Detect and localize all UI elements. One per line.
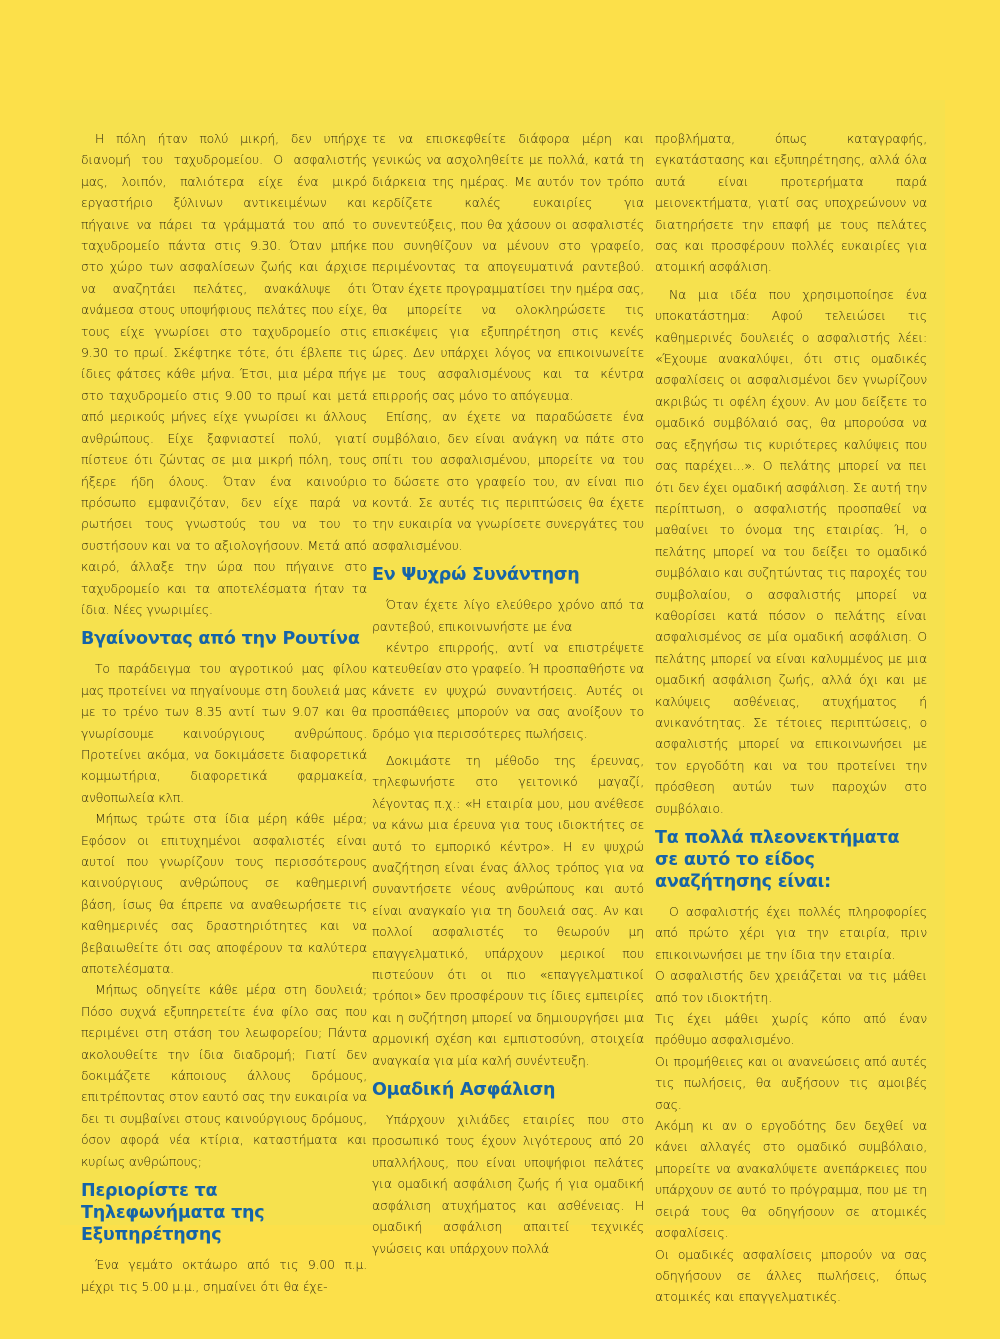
paragraph: Μήπως οδηγείτε κάθε μέρα στη δουλειά; Πόσο συχνά εξυπηρετείτε ένα φίλο σας που περιμένει στη στάση του λεωφορείου; Πάντα ακολουθείτε την ίδια διαδρομή; Γιατί δεν δοκιμάζετε κάποιους άλλους δρόμους, επιτρέποντας στον εαυτό σας την ευκαιρία να δει τι συμβαίνει στους καινούργιους δρόμους, όσον αφορά νέα κτίρια, καταστήματα και κυρίως ανθρώπους; [81, 982, 367, 1169]
list-item: Ο ασφαλιστής δεν χρειάζεται να τις μάθει από τον ιδιοκτήτη. [655, 968, 927, 1005]
paragraph: Δοκιμάστε τη μέθοδο της έρευνας, τηλεφωνήστε στο γειτονικό μαγαζί, λέγοντας π.χ.: «Η εταιρία μου, μου ανέθεσε να κάνω μια έρευνα για τους ιδιοκτήτες σε αυτό το εμπορικό κέντρο». Η εν ψυχρώ αναζήτηση είναι ένας άλλος τρόπος για να συναντήσετε νέους ανθρώπους και αυτό είναι αναγκαίο για τη δουλειά σας. Αν και πολλοί ασφαλιστές το θεωρούν μη επαγγελματικό, υπάρχουν μερικοί που πιστεύουν ότι οι πιο «επαγγελματικοί τρόποι» δεν προσφέρουν τις ίδιες εμπειρίες και η συζήτηση μπορεί να δημιουργήσει μια αρμονική σχέση και εμπιστοσύνη, στοιχεία αναγκαία για μία καλή συνέντευξη. [372, 752, 644, 1068]
paragraph: Να μια ιδέα που χρησιμοποίησε ένα υποκατάστημα: Αφού τελειώσει τις καθημερινές δουλειές ο ασφαλιστής λέει: «Έχουμε ανακαλύψει, ότι στις ομαδικές ασφαλίσεις οι ασφαλισμένοι δεν γνωρίζουν ακριβώς τι οφέλη έχουν. Αν μου δείξετε το ομαδικό συμβόλαιό σας, θα μπορούσα να σας εξηγήσω τις κυριότερες καλύψεις που σας παρέχει...». Ο πελάτης μπορεί να πει ότι δεν έχει ομαδική ασφάλιση. Σε αυτή την περίπτωση, ο ασφαλιστής προσπαθεί να μαθαίνει το όνομα της εταιρίας. Ή, ο πελάτης μπορεί να του δείξει το ομαδικό συμβόλαιο και συζητώντας τις παροχές του συμβολαίου, ο ασφαλιστής μπορεί να καθορίσει κατά πόσον ο πελάτης είναι ασφαλισμένος σε μία ομαδική ασφάλιση. Ο πελάτης μπορεί να είναι καλυμμένος με μια ομαδική ασφάλιση ζωής, αλλά όχι και με καλύψεις ασθένειας, ατυχήματος ή ανικανότητας. Σε τέτοιες περιπτώσεις, ο ασφαλιστής μπορεί να επικοινωνήσει με τον εργοδότη και να του προτείνει την πρόσθεση αυτών των παροχών στο συμβόλαιο. [655, 286, 927, 816]
paragraph: Ένα γεμάτο οκτάωρο από τις 9.00 π.μ. μέχρι τις 5.00 μ.μ., σημαίνει ότι θα έχε- [81, 1257, 367, 1294]
article-column-3 [655, 128, 927, 1308]
article-column-2 [372, 128, 644, 1265]
section-heading-service-calls: Περιορίστε τα Τηλεφωνήματα της Εξυπηρέτησης [81, 1181, 265, 1246]
section-heading-routine: Βγαίνοντας από την Ρουτίνα [81, 629, 360, 650]
paragraph: Η πόλη ήταν πολύ μικρή, δεν υπήρχε διανομή του ταχυδρομείου. Ο ασφαλιστής μας, λοιπόν, παλιότερα είχε ένα μικρό εργαστήριο ξύλινων αντικειμένων και πήγαινε να πάρει τα γράμματά του από το ταχυδρομείο πάντα στις 9.30. Όταν μπήκε στο χώρο των ασφαλίσεων ζωής και άρχισε να αναζητάει πελάτες, ανακάλυψε ότι ανάμεσα στους υποψήφιους πελάτες που είχε, τους είχε γνωρίσει στο ταχυδρομείο στις 9.30 το πρωί. Σκέφτηκε τότε, ότι έβλεπε τις ίδιες φάτσες κάθε μήνα. Έτσι, μια μέρα πήγε στο ταχυδρομείο στις 9.00 το πρωί και μετά από μερικούς μήνες είχε γνωρίσει κι άλλους ανθρώπους. Είχε ξαφνιαστεί πολύ, γιατί πίστευε ότι ζώντας σε μια μικρή πόλη, τους ήξερε ήδη όλους. Όταν ένα καινούριο πρόσωπο εμφανιζόταν, δεν είχε παρά να ρωτήσει τους γνωστούς του να του το συστήσουν και να το αξιολογήσουν. Μετά από καιρό, άλλαξε την ώρα που πήγαινε στο ταχυδρομείο και τα αποτελέσματα ήταν τα ίδια. Νέες γνωριμίες. [81, 131, 367, 617]
paragraph: Επίσης, αν έχετε να παραδώσετε ένα συμβόλαιο, δεν είναι ανάγκη να πάτε στο σπίτι του ασφαλισμένου, μπορείτε να του το δώσετε στο γραφείο του, αν είναι πιο κοντά. Σε αυτές τις περιπτώσεις θα έχετε την ευκαιρία να γνωρίσετε συνεργάτες του ασφαλισμένου. [372, 409, 644, 553]
paragraph: τε να επισκεφθείτε διάφορα μέρη και γενικώς να ασχοληθείτε με πολλά, κατά τη διάρκεια της ημέρας. Με αυτόν τον τρόπο κερδίζετε καλές ευκαιρίες για συνεντεύξεις, που θα χάσουν οι ασφαλιστές που συνηθίζουν να μένουν στο γραφείο, περιμένοντας τα απογευματινά ραντεβού. Όταν έχετε προγραμματίσει την ημέρα σας, θα μπορείτε να ολοκληρώσετε τις επισκέψεις για εξυπηρέτηση στις κενές ώρες. Δεν υπάρχει λόγος να επικοινωνείτε με τους ασφαλισμένους και τα κέντρα επιρροής σας μόνο το απόγευμα. [372, 131, 644, 403]
list-item: Ακόμη κι αν ο εργοδότης δεν δεχθεί να κάνει αλλαγές στο ομαδικό συμβόλαιο, μπορείτε να ανακαλύψετε ανεπάρκειες που υπάρχουν σε αυτό το πρόγραμμα, που με τη σειρά τους θα οδηγήσουν σε ατομικές ασφαλίσεις. [655, 1118, 927, 1241]
section-heading-cold-call: Εν Ψυχρώ Συνάντηση [372, 565, 580, 586]
paragraph: προβλήματα, όπως καταγραφής, εγκατάστασης και εξυπηρέτησης, αλλά όλα αυτά είναι προτερήματα παρά μειονεκτήματα, γιατί σας υποχρεώνουν να διατηρήσετε την επαφή με τους πελάτες σας και προσφέρουν πολλές ευκαιρίες για ατομική ασφάλιση. [655, 131, 927, 275]
list-item: Οι προμήθειες και οι ανανεώσεις από αυτές τις πωλήσεις, θα αυξήσουν τις αμοιβές σας. [655, 1053, 927, 1112]
paragraph: Υπάρχουν χιλιάδες εταιρίες που στο προσωπικό τους έχουν λιγότερους από 20 υπαλλήλους, που είναι υποψήφιοι πελάτες για ομαδική ασφάλιση ζωής ή για ομαδική ασφάλιση ατυχήματος και ασθένειας. Η ομαδική ασφάλιση απαιτεί τεχνικές γνώσεις και υπάρχουν πολλά [372, 1112, 644, 1256]
section-heading-advantages: Τα πολλά πλεονεκτήματα σε αυτό το είδος αναζήτησης είναι: [655, 828, 900, 892]
list-item: Ο ασφαλιστής έχει πολλές πληροφορίες από πρώτο χέρι για την εταιρία, πριν επικοινωνήσει με την ίδια την εταιρία. [655, 904, 927, 962]
article-column-1 [81, 128, 367, 1303]
list-item: Οι ομαδικές ασφαλίσεις μπορούν να σας οδηγήσουν σε άλλες πωλήσεις, όπως ατομικές και επαγγελματικές. [655, 1246, 927, 1305]
list-item: Τις έχει μάθει χωρίς κόπο από έναν πρόθυμο ασφαλισμένο. [655, 1011, 927, 1048]
paragraph: κέντρο επιρροής, αντί να επιστρέψετε κατευθείαν στο γραφείο. Ή προσπαθήστε να κάνετε εν ψυχρώ συναντήσεις. Αυτές οι προσπάθειες μπορούν να σας ανοίξουν το δρόμο για περισσότερες πωλήσεις. [372, 639, 644, 741]
paragraph: Το παράδειγμα του αγροτικού μας φίλου μας προτείνει να πηγαίνουμε στη δουλειά μας με το τρένο των 8.35 αντί των 9.07 και θα γνωρίσουμε καινούργιους ανθρώπους. Προτείνει ακόμα, να δοκιμάσετε διαφορετικά κομμωτήρια, διαφορετικά φαρμακεία, ανθοπωλεία κλπ. [81, 661, 367, 805]
paragraph: Μήπως τρώτε στα ίδια μέρη κάθε μέρα; Εφόσον οι επιτυχημένοι ασφαλιστές είναι αυτοί που γνωρίζουν τους περισσότερους καινούργιους ανθρώπους σε καθημερινή βάση, ίσως θα έπρεπε να αναθεωρήσετε τις καθημερινές σας δραστηριότητες και να βεβαιωθείτε ότι σας αποφέρουν τα καλύτερα αποτελέσματα. [81, 811, 367, 977]
paragraph: Όταν έχετε λίγο ελεύθερο χρόνο από τα ραντεβού, επικοινωνήστε με ένα [372, 597, 644, 634]
section-heading-group-insurance: Ομαδική Ασφάλιση [372, 1080, 556, 1101]
